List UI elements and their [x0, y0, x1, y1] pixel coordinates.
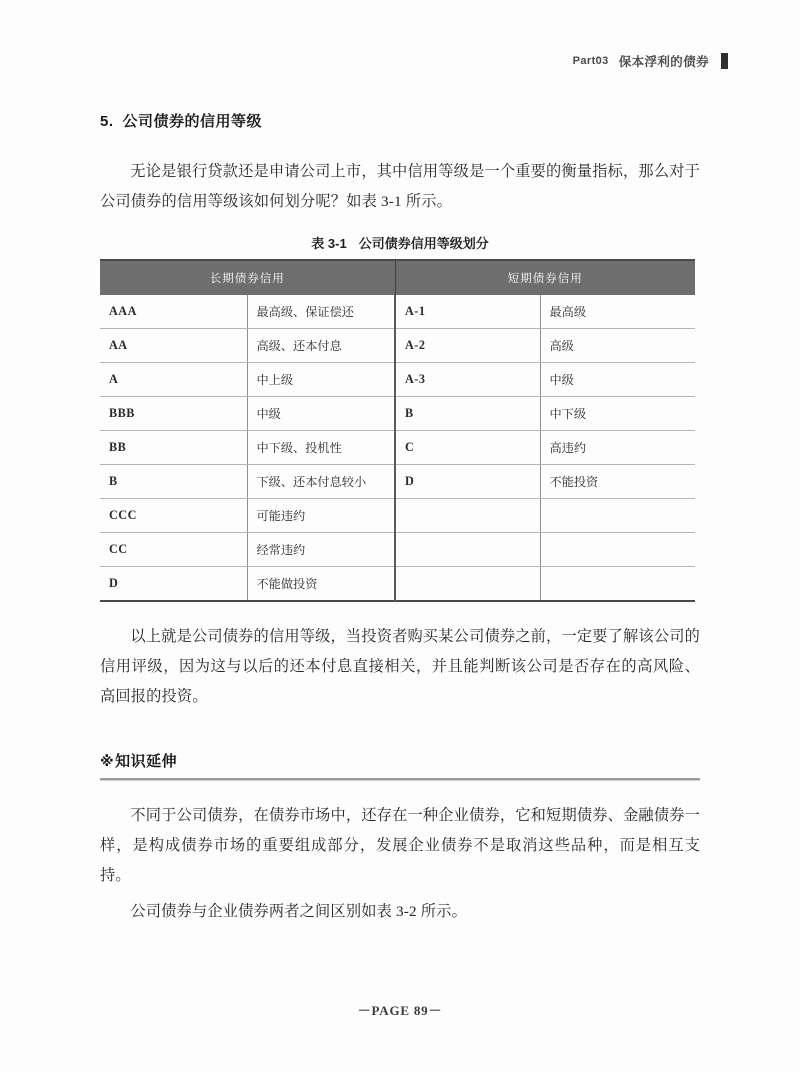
knowledge-extension-heading — [100, 750, 700, 771]
cell-long-grade: AA — [100, 329, 247, 363]
cell-short-grade: B — [395, 397, 540, 431]
cell-short-desc: 最高级 — [540, 295, 695, 329]
bookmark-bar-icon — [721, 53, 728, 69]
cell-long-desc: 不能做投资 — [247, 567, 395, 602]
cell-short-desc — [540, 533, 695, 567]
cell-short-grade: A-3 — [395, 363, 540, 397]
cell-long-desc: 最高级、保证偿还 — [247, 295, 395, 329]
cell-long-grade: BB — [100, 431, 247, 465]
cell-short-grade — [395, 533, 540, 567]
cell-short-grade: D — [395, 465, 540, 499]
cell-short-desc: 不能投资 — [540, 465, 695, 499]
cell-short-grade: C — [395, 431, 540, 465]
cell-short-desc: 高违约 — [540, 431, 695, 465]
cell-long-grade: AAA — [100, 295, 247, 329]
table-row — [100, 431, 695, 465]
cell-long-desc: 中下级、投机性 — [247, 431, 395, 465]
page-footer: －PAGE 89－ — [357, 1003, 443, 1018]
table-row — [100, 567, 695, 602]
cell-short-desc: 中下级 — [540, 397, 695, 431]
cell-short-desc — [540, 567, 695, 602]
cell-long-desc: 中上级 — [247, 363, 395, 397]
page-content — [100, 110, 700, 933]
table-row — [100, 465, 695, 499]
cell-short-desc: 中级 — [540, 363, 695, 397]
section-number: 5. — [100, 113, 114, 130]
cell-short-desc — [540, 499, 695, 533]
table-row — [100, 533, 695, 567]
table-row — [100, 363, 695, 397]
cell-long-grade: CCC — [100, 499, 247, 533]
paragraph-extension-2: 公司债券与企业债券两者之间区别如表 3-2 所示。 — [130, 903, 467, 920]
knowledge-divider — [100, 778, 700, 781]
cell-short-desc: 高级 — [540, 329, 695, 363]
table-row — [100, 397, 695, 431]
cell-long-grade: BBB — [100, 397, 247, 431]
table-caption-label: 表 3-1 — [311, 236, 347, 251]
paragraph-extension-1: 不同于公司债券，在债券市场中，还存在一种企业债券，它和短期债券、金融债券一样，是构成债券市场的重要组成部分，发展企业债券不是取消这些品种，而是相互支持。 — [100, 807, 700, 884]
table-caption — [100, 233, 700, 252]
cell-long-grade: CC — [100, 533, 247, 567]
cell-short-grade — [395, 499, 540, 533]
cell-short-grade: A-1 — [395, 295, 540, 329]
cell-long-desc: 中级 — [247, 397, 395, 431]
credit-grade-table — [100, 259, 695, 602]
table-body — [100, 295, 695, 601]
paragraph-intro: 无论是银行贷款还是申请公司上市，其中信用等级是一个重要的衡量指标，那么对于公司债券的信用等级该如何划分呢？如表 3-1 所示。 — [100, 163, 700, 210]
section-heading — [100, 110, 700, 131]
cell-long-desc: 可能违约 — [247, 499, 395, 533]
section-title: 公司债券的信用等级 — [122, 113, 263, 130]
table-row — [100, 329, 695, 363]
knowledge-extension-title: 知识延伸 — [115, 753, 178, 770]
running-header-part: Part03 — [572, 55, 609, 67]
running-header — [573, 52, 728, 70]
running-header-chapter-title: 保本浮利的债券 — [618, 55, 709, 69]
table-header-short-term: 短期债券信用 — [395, 260, 695, 295]
asterisk-marker-icon: ※ — [100, 753, 115, 769]
cell-long-grade: B — [100, 465, 247, 499]
table-header-row — [100, 260, 695, 295]
cell-long-desc: 下级、还本付息较小 — [247, 465, 395, 499]
table-row — [100, 499, 695, 533]
cell-long-desc: 经常违约 — [247, 533, 395, 567]
cell-short-grade: A-2 — [395, 329, 540, 363]
cell-long-desc: 高级、还本付息 — [247, 329, 395, 363]
cell-long-grade: A — [100, 363, 247, 397]
table-header-long-term: 长期债券信用 — [100, 260, 395, 295]
cell-long-grade: D — [100, 567, 247, 602]
paragraph-after-table: 以上就是公司债券的信用等级，当投资者购买某公司债券之前，一定要了解该公司的信用评级，因为这与以后的还本付息直接相关，并且能判断该公司是否存在的高风险、高回报的投资。 — [100, 628, 700, 705]
table-caption-title: 公司债券信用等级划分 — [358, 236, 489, 251]
cell-short-grade — [395, 567, 540, 602]
table-row — [100, 295, 695, 329]
